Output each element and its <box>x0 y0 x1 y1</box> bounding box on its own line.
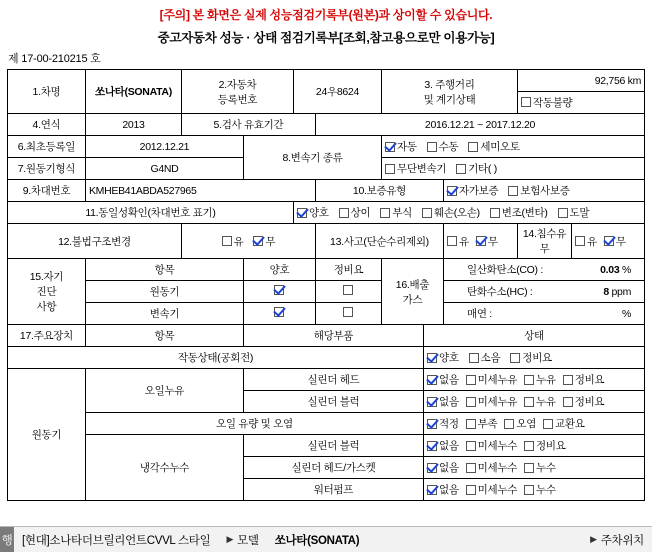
label-emission-line2: 가스 <box>402 293 423 306</box>
checkbox-label: 부식 <box>392 207 413 219</box>
checkbox-label: 세미오토 <box>480 141 520 153</box>
header-self-diagnosis-repair: 정비요 <box>315 259 381 281</box>
checkbox-idle-repair[interactable] <box>510 350 552 365</box>
identity-options <box>293 202 644 224</box>
bottom-park-section[interactable] <box>582 527 652 552</box>
table-row <box>7 281 644 303</box>
checkbox-flood-no[interactable] <box>604 234 626 249</box>
checkbox-transmission-auto[interactable] <box>385 139 417 154</box>
document-title: 중고자동차 성능 · 상태 점검기록부[조회,참고용으로만 이용가능] <box>157 31 495 45</box>
header-self-diagnosis-good: 양호 <box>243 259 315 281</box>
checkbox-icon[interactable] <box>508 186 518 196</box>
label-self-diagnosis-line2: 진단 <box>36 286 57 298</box>
emission-label-smoke: 매연 : <box>466 308 492 320</box>
checkbox-label: 양호 <box>308 207 329 219</box>
header-self-diagnosis-item: 항목 <box>85 259 243 281</box>
part-cylinder-block-coolant: 실린더 블럭 <box>243 435 423 457</box>
checkbox-icon[interactable] <box>604 236 614 246</box>
checkbox-label: 유 <box>587 235 597 248</box>
checkbox-oil-level-low[interactable] <box>466 416 498 431</box>
checkbox-accident-no[interactable] <box>476 234 498 249</box>
state-coolant-water-pump <box>423 479 644 501</box>
emission-label-co: 일산화탄소(CO) : <box>466 264 543 276</box>
warning-notice: [주의] 본 화면은 실제 성능점검기록부(원본)과 상이할 수 있습니다. <box>159 8 493 22</box>
checkbox-coolant-head-minor[interactable] <box>466 460 517 475</box>
label-mileage <box>381 70 517 114</box>
checkbox-label: 적정 <box>438 418 459 430</box>
part-idle-state: 작동상태(공회전) <box>7 347 423 369</box>
checkbox-idle-good[interactable] <box>427 350 459 365</box>
table-row <box>7 180 644 202</box>
value-engine-type: G4ND <box>85 158 243 180</box>
checkbox-coolant-block-none[interactable] <box>427 438 459 453</box>
label-emission <box>381 259 443 325</box>
label-car-name: 1.차명 <box>7 70 85 114</box>
accident-options <box>443 224 517 259</box>
self-diagnosis-transmission-good <box>243 303 315 325</box>
checkbox-label: 상이 <box>350 207 371 219</box>
checkbox-label: 오염 <box>516 418 537 430</box>
value-vin: KMHEB41ABDA527965 <box>85 180 315 202</box>
value-registration-number: 24우8624 <box>293 70 381 114</box>
group-engine: 원동기 <box>7 369 85 501</box>
part-oil-level-contamination: 오일 유량 및 오염 <box>85 413 423 435</box>
checkbox-label: 작동불량 <box>533 96 573 109</box>
checkbox-coolant-block-repair[interactable] <box>524 438 566 453</box>
checkbox-label: 미세누수 <box>477 462 518 474</box>
bottom-left-marker: 행 <box>0 527 14 552</box>
emission-unit-smoke: % <box>622 307 632 320</box>
checkbox-icon[interactable] <box>466 441 476 451</box>
checkbox-oil-head-none[interactable] <box>427 372 459 387</box>
checkbox-oil-block-minor[interactable] <box>466 394 517 409</box>
part-cylinder-block-oil: 실린더 블럭 <box>243 391 423 413</box>
illegal-options <box>181 224 315 259</box>
subgroup-oil-leak: 오일누유 <box>85 369 243 413</box>
label-warranty: 10.보증유형 <box>315 180 443 202</box>
checkbox-transmission-other[interactable] <box>456 161 497 176</box>
emission-value-co: 0.03 <box>600 263 620 276</box>
checkbox-oil-level-change[interactable] <box>543 416 585 431</box>
checkbox-coolant-pump-leak[interactable] <box>524 482 556 497</box>
checkbox-icon[interactable] <box>469 353 479 363</box>
checkbox-icon[interactable] <box>524 397 534 407</box>
bottom-park-label: 주차위치 <box>600 534 644 547</box>
checkbox-oil-head-repair[interactable] <box>563 372 605 387</box>
checkbox-transmission-manual[interactable] <box>427 139 459 154</box>
checkbox-icon[interactable] <box>385 164 395 174</box>
header-main-devices-part: 해당부품 <box>243 325 423 347</box>
bottom-model-value[interactable]: 쏘나타(SONATA) <box>274 534 360 547</box>
checkbox-icon[interactable] <box>427 419 437 429</box>
table-row <box>7 202 644 224</box>
label-accident: 13.사고(단순수리제외) <box>315 224 443 259</box>
checkbox-oil-level-contaminated[interactable] <box>504 416 536 431</box>
table-row <box>7 136 644 158</box>
label-identity-check: 11.동일성확인(차대번호 표기) <box>7 202 293 224</box>
state-oil-leak-cylinder-block <box>423 391 644 413</box>
table-row <box>7 114 644 136</box>
checkbox-label: 미세누수 <box>477 440 518 452</box>
checkbox-identity-damage[interactable] <box>422 205 480 220</box>
checkbox-label: 소음 <box>480 352 501 364</box>
checkbox-label: 무 <box>615 235 626 248</box>
checkbox-icon[interactable] <box>575 236 585 246</box>
label-mileage-line2: 및 계기상태 <box>423 93 476 106</box>
table-row <box>7 413 644 435</box>
checkbox-icon[interactable] <box>427 353 437 363</box>
self-diagnosis-item-transmission: 변속기 <box>85 303 243 325</box>
emission-row-smoke <box>443 303 644 325</box>
checkbox-icon[interactable] <box>563 375 573 385</box>
checkbox-label: 보험사보증 <box>520 185 570 197</box>
mileage-broken-cell <box>518 92 645 114</box>
checkbox-label: 미세누유 <box>477 396 518 408</box>
checkbox-label: 누유 <box>536 374 556 386</box>
part-water-pump: 워터펌프 <box>243 479 423 501</box>
label-year: 4.연식 <box>7 114 85 136</box>
checkbox-flood-yes[interactable] <box>575 234 597 249</box>
document-number: 제 17-00-210215 호 <box>8 53 101 65</box>
checkbox-icon[interactable] <box>466 463 476 473</box>
inspection-table <box>7 69 645 501</box>
checkbox-icon[interactable] <box>524 485 534 495</box>
checkbox-identity-altered[interactable] <box>490 205 548 220</box>
value-mileage: 92,756 km <box>518 70 645 92</box>
table-row <box>7 259 644 281</box>
checkbox-label: 정비요 <box>574 374 605 386</box>
checkbox-icon[interactable] <box>427 463 437 473</box>
checkbox-icon[interactable] <box>476 236 486 246</box>
transmission-options-row1 <box>381 136 644 158</box>
self-diagnosis-engine-good <box>243 281 315 303</box>
checkbox-label: 자가보증 <box>458 185 499 197</box>
checkbox-icon[interactable] <box>343 285 353 295</box>
checkbox-transmission-semiauto[interactable] <box>468 139 519 154</box>
checkbox-icon[interactable] <box>297 208 307 218</box>
checkbox-icon[interactable] <box>543 419 553 429</box>
checkbox-idle-noise[interactable] <box>469 350 501 365</box>
checkbox-label: 없음 <box>438 374 459 386</box>
bottom-model-label: 모델 <box>237 534 259 547</box>
flood-options <box>572 224 645 259</box>
checkbox-transmission-cvt[interactable] <box>385 161 446 176</box>
label-registration-number-line1: 2.자동차 <box>218 78 257 91</box>
checkbox-label: 무 <box>487 235 498 248</box>
checkbox-label: 미세누수 <box>477 484 518 496</box>
checkbox-label: 없음 <box>438 484 459 496</box>
checkbox-label: 정비요 <box>536 440 566 452</box>
checkbox-icon[interactable] <box>466 397 476 407</box>
part-cylinder-head: 실린더 헤드 <box>243 369 423 391</box>
checkbox-oil-block-leak[interactable] <box>524 394 556 409</box>
label-main-devices: 17.주요장치 <box>7 325 85 347</box>
state-coolant-cylinder-block <box>423 435 644 457</box>
checkbox-icon[interactable] <box>490 208 500 218</box>
checkbox-oil-block-none[interactable] <box>427 394 459 409</box>
checkbox-coolant-pump-minor[interactable] <box>466 482 517 497</box>
checkbox-identity-different[interactable] <box>339 205 371 220</box>
checkbox-label: 누수 <box>536 484 556 496</box>
checkbox-label: 교환요 <box>555 418 585 430</box>
checkbox-icon[interactable] <box>427 375 437 385</box>
label-emission-line1: 16.배출 <box>395 278 430 291</box>
checkbox-label: 무단변속기 <box>396 163 447 175</box>
checkbox-label: 기타( ) <box>468 163 497 175</box>
checkbox-icon[interactable] <box>427 142 437 152</box>
checkbox-icon[interactable] <box>524 375 534 385</box>
subgroup-coolant-leak: 냉각수누수 <box>85 435 243 501</box>
bottom-maker-model[interactable]: [현대]소나타더브릴리언트CVVL 스타일 <box>22 534 211 547</box>
self-diagnosis-engine-repair <box>315 281 381 303</box>
checkbox-label: 정비요 <box>522 352 552 364</box>
checkbox-illegal-yes[interactable] <box>222 234 244 249</box>
table-row <box>7 303 644 325</box>
checkbox-label: 유 <box>233 235 244 248</box>
checkbox-icon[interactable] <box>253 236 263 246</box>
checkbox-label: 없음 <box>438 396 459 408</box>
warranty-options <box>443 180 644 202</box>
state-oil-level <box>423 413 644 435</box>
checkbox-label: 미세누유 <box>477 374 518 386</box>
checkbox-identity-good[interactable] <box>297 205 329 220</box>
checkbox-accident-yes[interactable] <box>447 234 469 249</box>
checkbox-label: 부족 <box>477 418 498 430</box>
chevron-right-icon: ▶ <box>590 534 597 544</box>
checkbox-label: 없음 <box>438 462 459 474</box>
checkbox-oil-head-minor[interactable] <box>466 372 517 387</box>
checkbox-icon[interactable] <box>339 208 349 218</box>
label-registration-number <box>181 70 293 114</box>
header-main-devices-item: 항목 <box>85 325 243 347</box>
label-self-diagnosis-line3: 사항 <box>36 301 57 313</box>
checkbox-icon[interactable] <box>558 208 568 218</box>
checkbox-icon[interactable] <box>456 164 466 174</box>
checkbox-label: 없음 <box>438 440 459 452</box>
checkbox-icon[interactable] <box>222 236 232 246</box>
table-row <box>7 325 644 347</box>
checkbox-coolant-block-minor[interactable] <box>466 438 517 453</box>
checkbox-oil-level-proper[interactable] <box>427 416 459 431</box>
transmission-options-row2 <box>381 158 644 180</box>
value-year: 2013 <box>85 114 181 136</box>
checkbox-label: 변조(변타) <box>501 207 548 219</box>
emission-row-co <box>443 259 644 281</box>
label-transmission: 8.변속기 종류 <box>243 136 381 180</box>
label-inspection-period: 5.검사 유효기간 <box>181 114 315 136</box>
checkbox-label: 도말 <box>569 207 590 219</box>
checkbox-identity-corrosion[interactable] <box>380 205 412 220</box>
state-oil-leak-cylinder-head <box>423 369 644 391</box>
label-self-diagnosis <box>7 259 85 325</box>
emission-row-hc <box>443 281 644 303</box>
checkbox-coolant-head-leak[interactable] <box>524 460 556 475</box>
checkbox-icon[interactable] <box>504 419 514 429</box>
state-coolant-head-gasket <box>423 457 644 479</box>
label-illegal-modification: 12.불법구조변경 <box>7 224 181 259</box>
table-row <box>7 70 644 92</box>
checkbox-label: 유 <box>458 235 469 248</box>
checkbox-label: 무 <box>265 235 276 248</box>
checkbox-warranty-insurance[interactable] <box>508 183 569 198</box>
label-flood: 14.침수유무 <box>518 224 572 259</box>
checkbox-icon[interactable] <box>343 307 353 317</box>
checkbox-label: 양호 <box>438 352 459 364</box>
self-diagnosis-item-engine: 원동기 <box>85 281 243 303</box>
checkbox-icon[interactable] <box>524 441 534 451</box>
label-first-registration: 6.최초등록일 <box>7 136 85 158</box>
checkbox-label: 훼손(오손) <box>434 207 480 219</box>
checkbox-icon[interactable] <box>422 208 432 218</box>
value-inspection-period: 2016.12.21 ~ 2017.12.20 <box>315 114 644 136</box>
label-engine-type: 7.원동기형식 <box>7 158 85 180</box>
chevron-right-icon: ▶ <box>226 534 234 544</box>
header-main-devices-state: 상태 <box>423 325 644 347</box>
checkbox-coolant-head-none[interactable] <box>427 460 459 475</box>
checkbox-label: 정비요 <box>574 396 605 408</box>
checkbox-icon[interactable] <box>447 186 457 196</box>
checkbox-icon[interactable] <box>385 142 395 152</box>
self-diagnosis-transmission-repair <box>315 303 381 325</box>
checkbox-label: 누수 <box>536 462 556 474</box>
checkbox-icon[interactable] <box>427 397 437 407</box>
checkbox-icon[interactable] <box>427 485 437 495</box>
bottom-model-section[interactable] <box>218 527 266 552</box>
checkbox-identity-erased[interactable] <box>558 205 590 220</box>
emission-unit-hc: ppm <box>611 285 632 298</box>
checkbox-icon[interactable] <box>524 463 534 473</box>
value-first-registration: 2012.12.21 <box>85 136 243 158</box>
label-self-diagnosis-line1: 15.자기 <box>29 271 64 283</box>
emission-unit-co: % <box>622 263 632 276</box>
label-mileage-line1: 3. 주행거리 <box>424 78 475 91</box>
checkbox-warranty-self[interactable] <box>447 183 498 198</box>
checkbox-icon[interactable] <box>466 375 476 385</box>
table-row <box>7 347 644 369</box>
part-cylinder-head-gasket: 실린더 헤드/가스켓 <box>243 457 423 479</box>
checkbox-label: 누유 <box>536 396 556 408</box>
checkbox-mileage-broken[interactable] <box>521 95 572 110</box>
table-row <box>7 435 644 457</box>
checkbox-coolant-pump-none[interactable] <box>427 482 459 497</box>
state-idle <box>423 347 644 369</box>
checkbox-icon[interactable] <box>427 441 437 451</box>
checkbox-icon[interactable] <box>563 397 573 407</box>
checkbox-icon[interactable] <box>274 307 284 317</box>
checkbox-illegal-no[interactable] <box>253 234 275 249</box>
table-row <box>7 369 644 391</box>
checkbox-icon[interactable] <box>521 97 531 107</box>
label-vin: 9.차대번호 <box>7 180 85 202</box>
emission-label-hc: 탄화수소(HC) : <box>466 286 533 298</box>
value-car-name: 쏘나타(SONATA) <box>85 70 181 114</box>
checkbox-label: 자동 <box>396 141 417 153</box>
checkbox-icon[interactable] <box>380 208 390 218</box>
checkbox-oil-block-repair[interactable] <box>563 394 605 409</box>
checkbox-icon[interactable] <box>510 353 520 363</box>
checkbox-icon[interactable] <box>466 485 476 495</box>
checkbox-icon[interactable] <box>466 419 476 429</box>
label-registration-number-line2: 등록번호 <box>217 93 258 106</box>
emission-value-hc: 8 <box>603 285 609 298</box>
table-row <box>7 224 644 259</box>
checkbox-icon[interactable] <box>447 236 457 246</box>
checkbox-oil-head-leak[interactable] <box>524 372 556 387</box>
checkbox-icon[interactable] <box>274 285 284 295</box>
checkbox-label: 수동 <box>438 141 459 153</box>
bottom-status-bar <box>0 526 652 552</box>
checkbox-icon[interactable] <box>468 142 478 152</box>
